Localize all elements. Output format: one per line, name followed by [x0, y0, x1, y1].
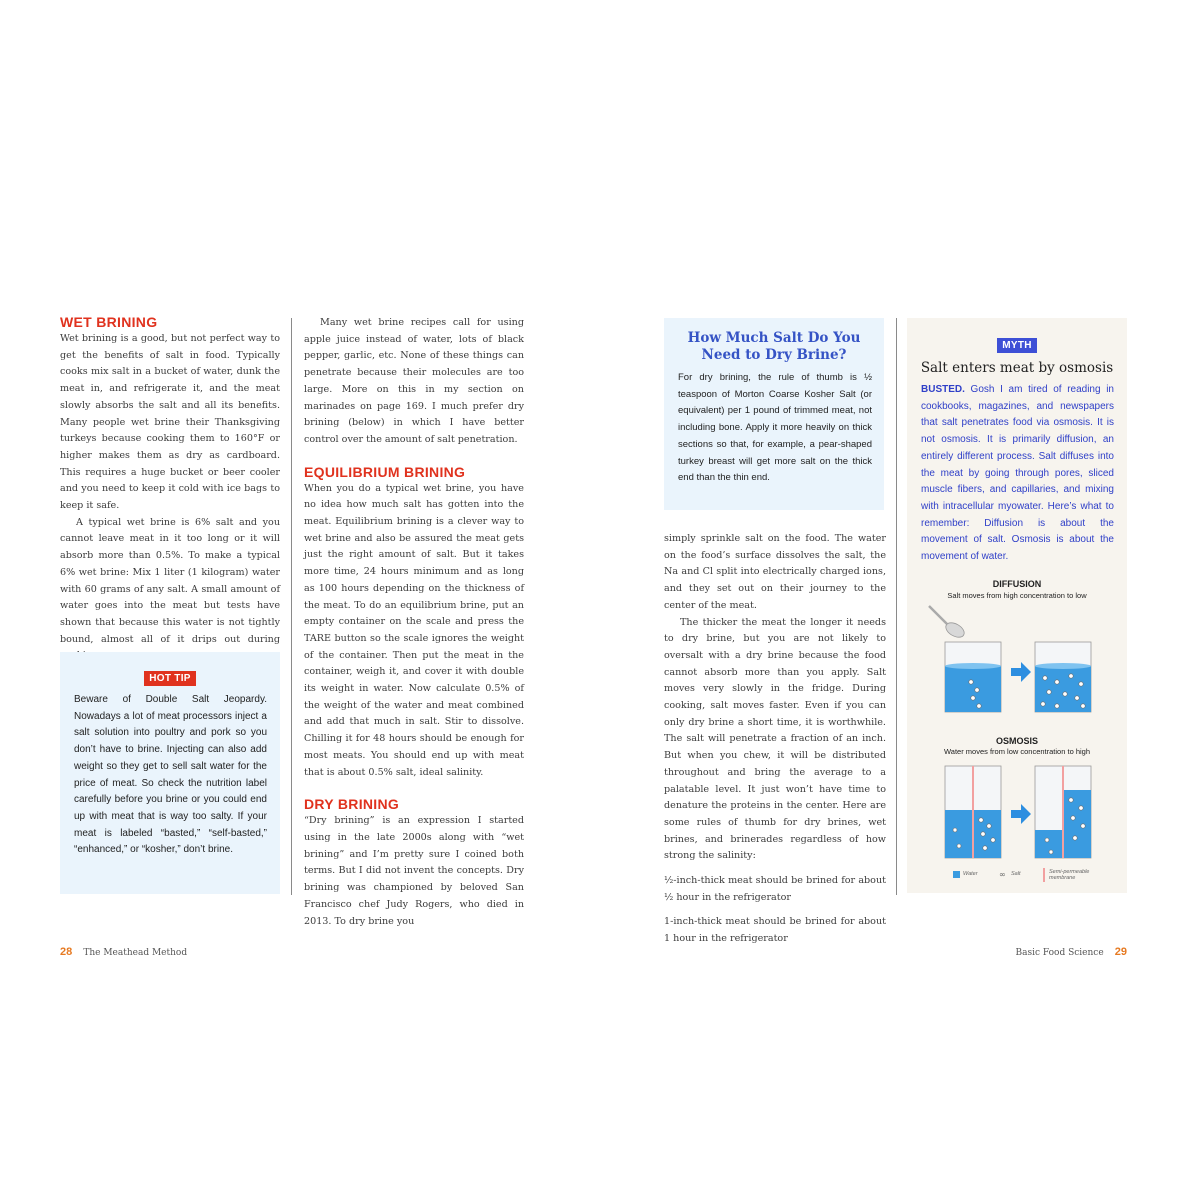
- left-column-divider: [291, 318, 292, 895]
- hot-tip-label: HOT TIP: [144, 671, 196, 686]
- footer-title-left: The Meathead Method: [83, 948, 188, 958]
- rule-half-inch: ½-inch-thick meat should be brined for about ½ hour in the refrigerator: [664, 875, 886, 903]
- salt-box-text: For dry brining, the rule of thumb is ½ teaspoon of Morton Coarse Kosher Salt (or equivalent) per 1 pound of trimmed meat, not including bone. Apply it more heavily on thick sections so that, for example, a pear-shaped turkey breast will get more salt on the thick end than the thin end.: [678, 372, 872, 484]
- hot-tip-box: [60, 652, 280, 894]
- left-column-1: [60, 313, 280, 665]
- right-column-divider: [896, 318, 897, 895]
- diffusion-title: DIFFUSION: [992, 579, 1042, 589]
- rule-one-inch: 1-inch-thick meat should be brined for about 1 hour in the refrigerator: [664, 916, 886, 945]
- water-legend-label: Water: [963, 871, 978, 877]
- myth-title: Salt enters meat by osmosis: [920, 360, 1114, 376]
- myth-busted: BUSTED.: [921, 384, 965, 395]
- osmosis-beaker-after: [1035, 766, 1091, 858]
- wet-brining-paragraph-1: Wet brining is a good, but not perfect way to get the benefits of salt in food. Typically cooks mix salt in a bucket of water, dunk the meat in, and refrigerate it, and the meat slowly absorbs the salt and all its benefits. Many people wet brine their Thanksgiving turkeys because cooking them to 160°F or higher makes them as dry as cardboard. This requires a huge bucket or beer cooler and you need to keep it cold with ice bags to keep it safe.: [60, 333, 280, 512]
- right-column-1: [664, 531, 886, 948]
- water-legend-swatch: [953, 871, 960, 878]
- dry-brining-paragraph: “Dry brining” is an expression I started using in the late 2000s along with “wet brining” and I’m pretty sure I coined both terms. But I did not invent the concepts. Dry brining was championed by beloved San Francisco chef Judy Rogers, who died in 2013. To dry brine you: [304, 815, 524, 927]
- footer-title-right: Basic Food Science: [1015, 948, 1104, 958]
- osmosis-title: OSMOSIS: [995, 736, 1038, 746]
- page-number-right: 29: [1114, 946, 1127, 958]
- equilibrium-brining-heading: EQUILIBRIUM BRINING: [304, 463, 466, 480]
- wet-brining-paragraph-2: A typical wet brine is 6% salt and you cannot leave meat in it too long or it will absorb more than 0.5%. To make a typical 6% wet brine: Mix 1 liter (1 kilogram) water with 60 grams of any salt. A small amount of water goes into the meat but tests have shown that because this water is not tightly bound, almost all of it drips out during: [60, 516, 280, 645]
- wet-brine-recipes-paragraph: Many wet brine recipes call for using apple juice instead of water, lots of black pepper, garlic, etc. None of these things can penetrate because their molecules are too large. More on this in my section on marinades on page 169. I much prefer dry brining (below) in which I have better control over the amount of salt penetration.: [304, 317, 524, 445]
- osmosis-subtitle: Water moves from low concentration to high: [943, 747, 1091, 756]
- myth-label: MYTH: [997, 338, 1037, 353]
- left-footer: [60, 940, 187, 959]
- left-column-2: [304, 315, 524, 930]
- salt-box-title: How Much Salt Do You Need to Dry Brine?: [687, 330, 861, 363]
- osmosis-beaker-before: [945, 766, 1001, 858]
- right-footer: [1015, 940, 1127, 959]
- myth-text: BUSTED. Gosh I am tired of reading in cookbooks, magazines, and newspapers that salt penetrates food via osmosis. It is not osmosis. It is primarily diffusion, an entirely different process. Salt diffuses into the meat by going through pores, sliced muscle fibers, and capillaries, and mixing with intracellular myowater. Here’s what to remember: Diffusion is about the movement of salt. Osmosis is about the movement of water.: [921, 384, 1114, 563]
- page-number-left: 28: [60, 946, 73, 958]
- equilibrium-brining-paragraph: When you do a typical wet brine, you have no idea how much salt has gotten into the meat. Equilibrium brining is a clever way to wet brine and also be assured the meat gets just the right amount of salt. But it takes more time, 24 hours minimum and as long as 100 hours depending on the thickness of the meat. To do an equilibrium brine, put an empty container on the scale and press the TARE button so the scale ignores the weight of the container. Then put the meat in the container, weigh it, and cover it with double its weight in water. Now calculate 0.5% of the weight of the water and meat combined and add that much in salt. Stir to dissolve. Chilling it for 48 hours should be enough for most meats. You should end up with meat that is about 0.5% salt, ideal salinity.: [304, 482, 524, 778]
- myth-box: [907, 318, 1127, 893]
- diffusion-diagram: [907, 602, 1127, 722]
- salt-legend-icon: ∞: [999, 870, 1006, 879]
- beaker-before: [945, 642, 1001, 712]
- beaker-after: [1035, 642, 1091, 712]
- salt-box: [664, 318, 884, 510]
- thicker-meat-paragraph: The thicker the meat the longer it needs to dry brine, but you are not likely to oversalt with a dry brine because the food cannot absorb more than you apply. Salt moves very slowly in the fridge. During cooking, salt moves faster. Even if you can only dry brine a short time, it is worthwhile. The salt will penetrate a fraction of an inch. But when you chew, it will be distributed throughout and bring the average to a palatable level. It just won’t have time to denature the proteins in the center. Here are some rules of thumb for dry brines, wet brines, and brinerades regardless of how strong the salinity:: [664, 616, 886, 862]
- diffusion-subtitle: Salt moves from high concentration to low: [947, 591, 1087, 600]
- osmosis-diagram: [907, 760, 1127, 864]
- salt-legend-label: Salt: [1011, 871, 1021, 877]
- hot-tip-text: Beware of Double Salt Jeopardy. Nowadays a lot of meat processors inject a salt solution into poultry and pork so you don’t have to brine. Injecting can also add weight so they get to sell salt water for the price of meat. So check the nutrition label carefully before you brine or you could end up with meat that is way too salty. If your meat is labeled “basted,” “self-basted,” “enhanced,” or “kosher,” don’t brine.: [74, 694, 267, 856]
- diagram-legend: [953, 868, 1123, 888]
- osmosis-arrow-icon: [1011, 804, 1031, 824]
- membrane-legend-label: Semi-permeable membrane: [1049, 869, 1090, 881]
- membrane-legend-swatch: [1043, 868, 1045, 882]
- dry-brining-heading: DRY BRINING: [304, 796, 400, 813]
- sprinkle-salt-paragraph: simply sprinkle salt on the food. The water on the food’s surface dissolves the salt, the Na and Cl split into electrically charged ions, and they set out on their journey to the center of the meat.: [664, 533, 886, 611]
- wet-brining-heading: WET BRINING: [60, 314, 158, 330]
- arrow-right-icon: [1011, 662, 1031, 682]
